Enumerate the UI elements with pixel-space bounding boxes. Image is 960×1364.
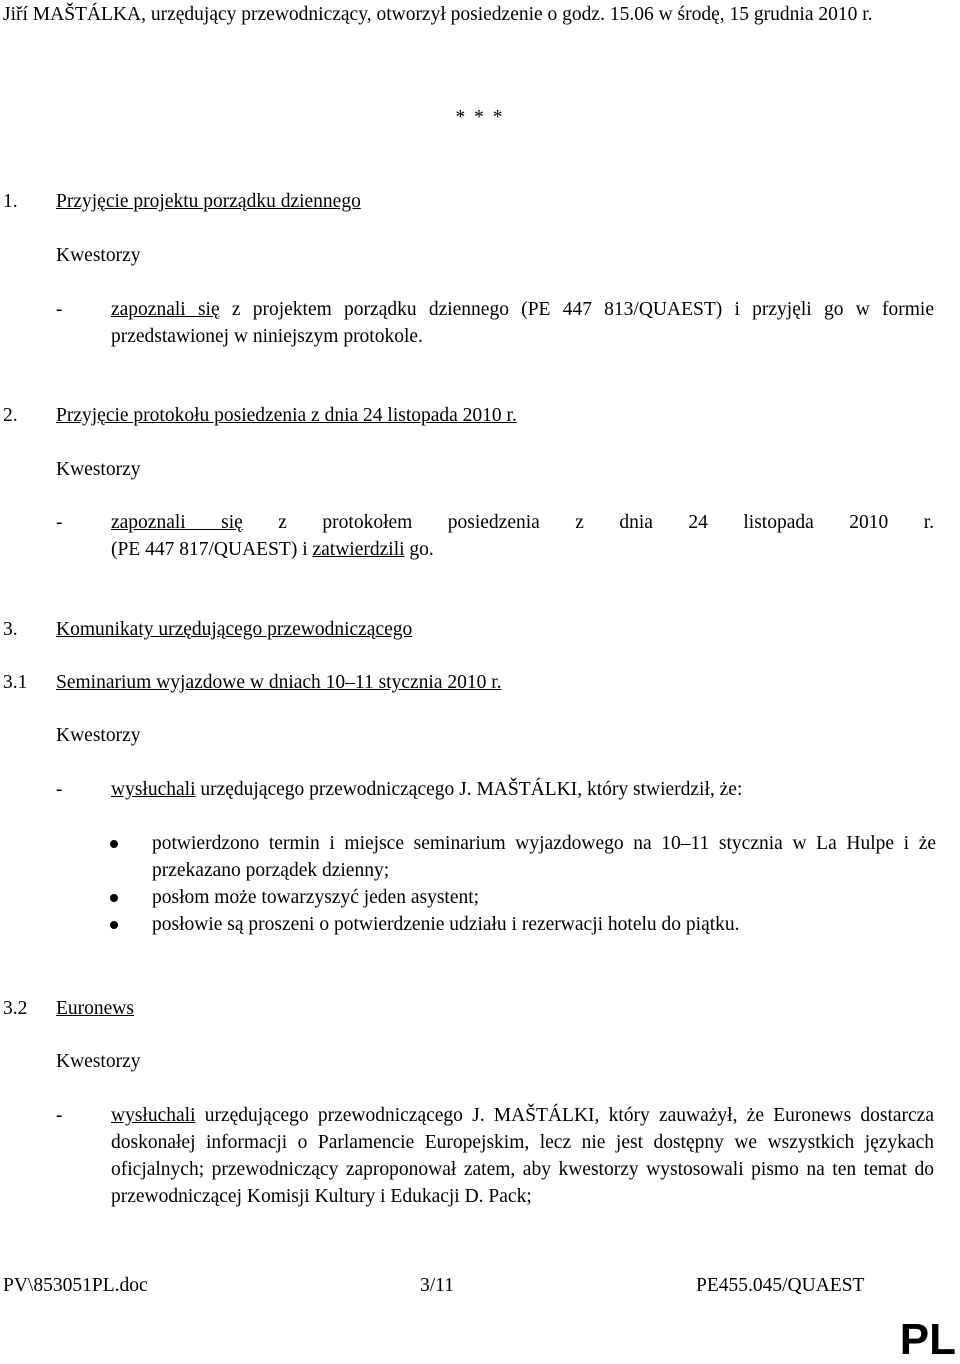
bullet-list [110,830,936,938]
bullet-icon [110,921,118,929]
dash-marker: - [56,779,63,800]
quaestors-label: Kwestorzy [56,725,141,746]
item-body: z projektem porządku dziennego (PE 447 813/QUAEST) i przyjęli go w formie przedstawionej w niniejszym protokole. [111,299,934,347]
quaestors-label: Kwestorzy [56,1051,141,1072]
quaestors-label: Kwestorzy [56,245,141,266]
page-footer [3,1272,938,1299]
item-body-post: go. [404,539,434,560]
dash-marker: - [56,299,63,320]
item-line-2 [111,536,934,563]
item-text [111,296,934,350]
bullet-icon [110,840,118,848]
section-title: Komunikaty urzędującego przewodniczącego [56,619,413,640]
footer-document-name: PV\853051PL.doc [3,1275,148,1296]
list-item-text: potwierdzono termin i miejsce seminarium wyjazdowego na 10–11 stycznia w La Hulpe i że przekazano porządek dzienny; [152,833,936,881]
section-title: Seminarium wyjazdowe w dniach 10–11 stycznia 2010 r. [56,672,502,693]
item-body: z protokołem posiedzenia z dnia 24 listopada 2010 r. [242,512,934,533]
list-item [110,830,936,884]
item-verb: wysłuchali [111,779,196,800]
section-number: 3. [3,619,18,640]
bullet-icon [110,894,118,902]
section-number: 2. [3,405,18,426]
item-body-pre: (PE 447 817/QUAEST) i [111,539,313,560]
item-text [111,1102,934,1210]
item-text [111,509,934,563]
item-text [111,776,934,803]
opening-paragraph: Jiří MAŠTÁLKA, urzędujący przewodniczący, otworzył posiedzenie o godz. 15.06 w środę, 15 grudnia 2010 r. [3,4,873,25]
item-line-1 [111,509,934,536]
list-item-text: posłowie są proszeni o potwierdzenie udziału i rezerwacji hotelu do piątku. [152,914,740,935]
quaestors-label: Kwestorzy [56,459,141,480]
separator: * * * [455,107,505,128]
section-title: Euronews [56,998,134,1019]
section-title: Przyjęcie projektu porządku dziennego [56,191,361,212]
section-title: Przyjęcie protokołu posiedzenia z dnia 24 listopada 2010 r. [56,405,517,426]
item-verb: wysłuchali [111,1105,196,1126]
dash-marker: - [56,1105,63,1126]
item-verb-2: zatwierdzili [312,539,405,560]
list-item [110,911,936,938]
item-body: urzędującego przewodniczącego J. MAŠTÁLKI, który zauważył, że Euronews dostarcza doskonałej informacji o Parlamencie Europejskim, lecz nie jest dostępny we wszystkich językach oficjalnych; przewodniczący zaproponował zatem, aby kwestorzy wystosowali pismo na ten temat do przewodniczącej Komisji Kultury i Edukacji D. Pack; [111,1105,934,1207]
section-number: 3.2 [3,998,28,1019]
item-body: urzędującego przewodniczącego J. MAŠTÁLKI, który stwierdził, że: [195,779,743,800]
list-item-text: posłom może towarzyszyć jeden asystent; [152,887,480,908]
footer-page-number: 3/11 [420,1275,454,1296]
section-number: 1. [3,191,18,212]
list-item [110,884,936,911]
dash-marker: - [56,512,63,533]
section-number: 3.1 [3,672,28,693]
footer-reference: PE455.045/QUAEST [696,1275,865,1296]
item-verb: zapoznali się [111,512,243,533]
language-code: PL [899,1315,956,1364]
item-verb: zapoznali się [111,299,220,320]
